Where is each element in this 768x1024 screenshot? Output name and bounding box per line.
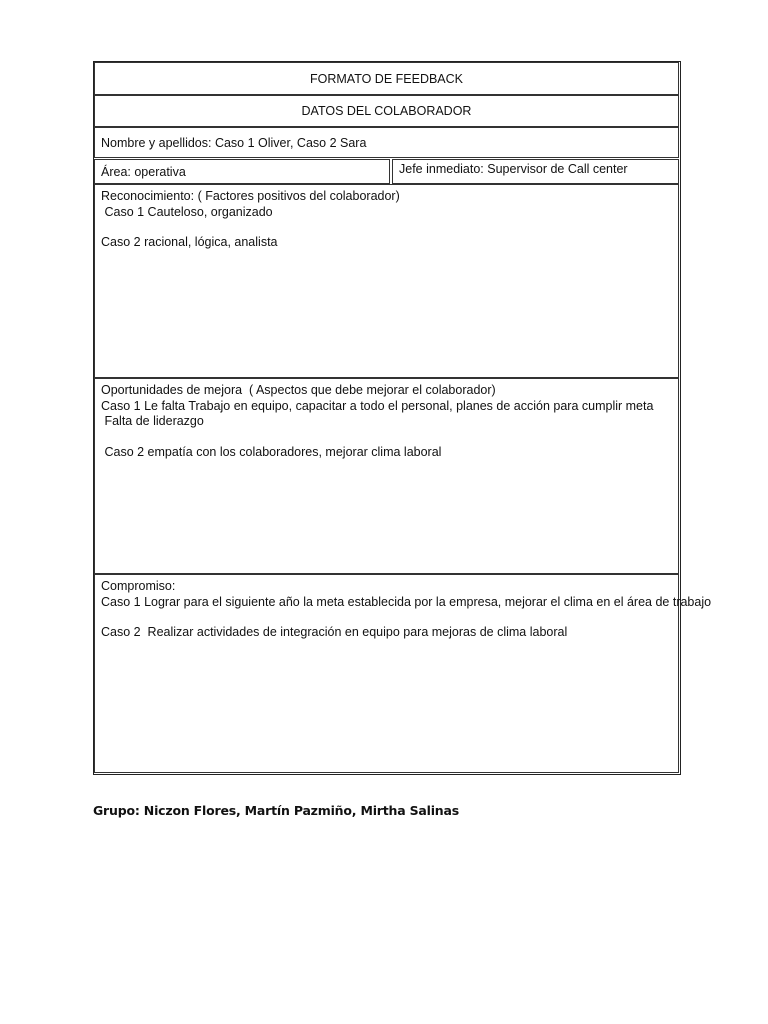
oportunidades-line-1: Caso 1 Le falta Trabajo en equipo, capacitar a todo el personal, planes de acción para cumplir meta [101,398,654,413]
reconocimiento-heading: Reconocimiento: ( Factores positivos del colaborador) [101,189,400,203]
compromiso-section [94,574,712,773]
compromiso-line-1: Caso 1 Lograr para el siguiente año la meta establecida por la empresa, mejorar el clima en el área de trabajo [101,594,712,609]
oportunidades-heading: Oportunidades de mejora ( Aspectos que debe mejorar el colaborador) [101,383,496,397]
form-title-row [94,62,679,95]
reconocimiento-line-1: Caso 1 Cauteloso, organizado [101,204,273,219]
oportunidades-line-2: Falta de liderazgo [101,414,204,428]
compromiso-heading: Compromiso: [101,579,176,593]
nombre-row [94,127,679,158]
nombre-field: Nombre y apellidos: Caso 1 Oliver, Caso 2 Sara [101,135,367,150]
jefe-cell [392,159,679,184]
reconocimiento-section [94,184,679,378]
jefe-field: Jefe inmediato: Supervisor de Call center [399,162,628,176]
feedback-form [93,61,712,775]
section-title: DATOS DEL COLABORADOR [301,104,472,118]
oportunidades-section [94,378,679,574]
oportunidades-line-3: Caso 2 empatía con los colaboradores, mejorar clima laboral [101,444,442,459]
area-field: Área: operativa [101,164,186,179]
section-title-row [94,95,679,127]
area-cell [94,159,390,184]
compromiso-line-2: Caso 2 Realizar actividades de integración en equipo para mejoras de clima laboral [101,625,568,639]
reconocimiento-line-2: Caso 2 racional, lógica, analista [101,235,278,249]
group-members: Grupo: Niczon Flores, Martín Pazmiño, Mirtha Salinas [93,803,459,818]
form-title: FORMATO DE FEEDBACK [309,71,464,86]
